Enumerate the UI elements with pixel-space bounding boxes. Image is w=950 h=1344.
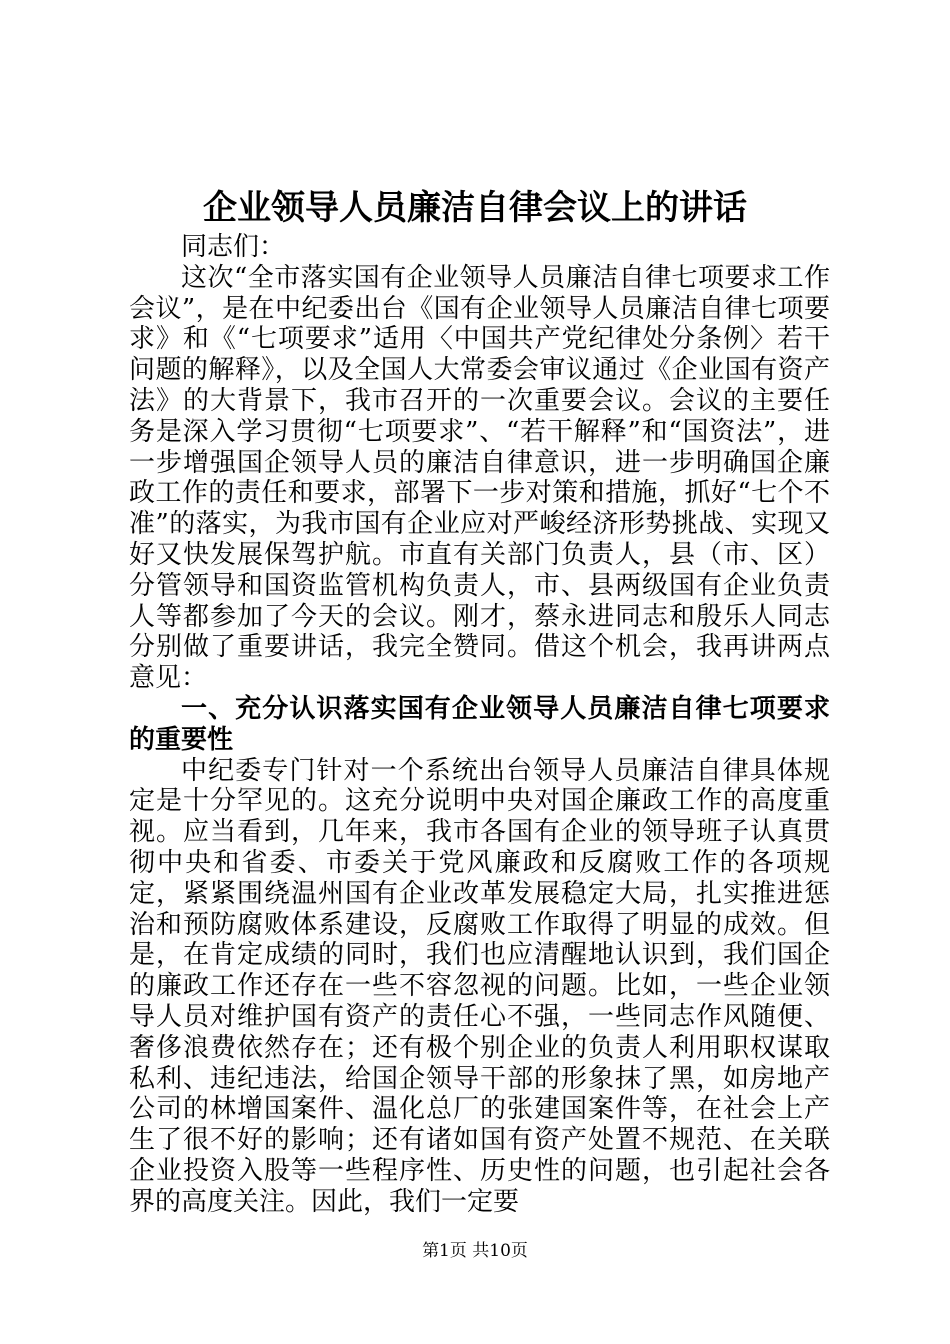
salutation: 同志们： — [181, 232, 286, 262]
page-number: 第1页 共10页 — [422, 1241, 528, 1261]
document-title: 企业领导人员廉洁自律会议上的讲话 — [203, 188, 747, 228]
paragraph-intro: 这次“全市落实国有企业领导人员廉洁自律七项要求工作会议”，是在中纪委出台《国有企业领导人员廉洁自律七项要求》和《“七项要求”适用〈中国共产党纪律处分条例〉若干问题的解释》，以及全国人大常委会审议通过《企业国有资产法》的大背景下，我市召开的一次重要会议。会议的主要任务是深入学习贯彻“七项要求”、“若干解释”和“国资法”，进一步增强国企领导人员的廉洁自律意识，进一步明确国企廉政工作的责任和要求，部署下一步对策和措施，抓好“七个不准”的落实，为我市国有企业应对严峻经济形势挑战、实现又好又快发展保驾护航。市直有关部门负责人，县（市、区）分管领导和国资监管机构负责人，市、县两级国有企业负责人等都参加了今天的会议。刚才，蔡永进同志和殷乐人同志分别做了重要讲话，我完全赞同。借这个机会，我再讲两点意见： — [129, 262, 830, 694]
section-heading: 一、充分认识落实国有企业领导人员廉洁自律七项要求的重要性 — [129, 693, 830, 755]
paragraph-section-one: 中纪委专门针对一个系统出台领导人员廉洁自律具体规定是十分罕见的。这充分说明中央对国企廉政工作的高度重视。应当看到，几年来，我市各国有企业的领导班子认真贯彻中央和省委、市委关于党风廉政和反腐败工作的各项规定，紧紧围绕温州国有企业改革发展稳定大局，扎实推进惩治和预防腐败体系建设，反腐败工作取得了明显的成效。但是，在肯定成绩的同时，我们也应清醒地认识到，我们国企的廉政工作还存在一些不容忽视的问题。比如，一些企业领导人员对维护国有资产的责任心不强，一些同志作风随便、奢侈浪费依然存在；还有极个别企业的负责人利用职权谋取私利、违纪违法，给国企领导干部的形象抹了黑，如房地产公司的林增国案件、温化总厂的张建国案件等，在社会上产生了很不好的影响；还有诸如国有资产处置不规范、在关联企业投资入股等一些程序性、历史性的问题，也引起社会各界的高度关注。因此，我们一定要 — [129, 755, 830, 1217]
document-body — [129, 232, 830, 1218]
